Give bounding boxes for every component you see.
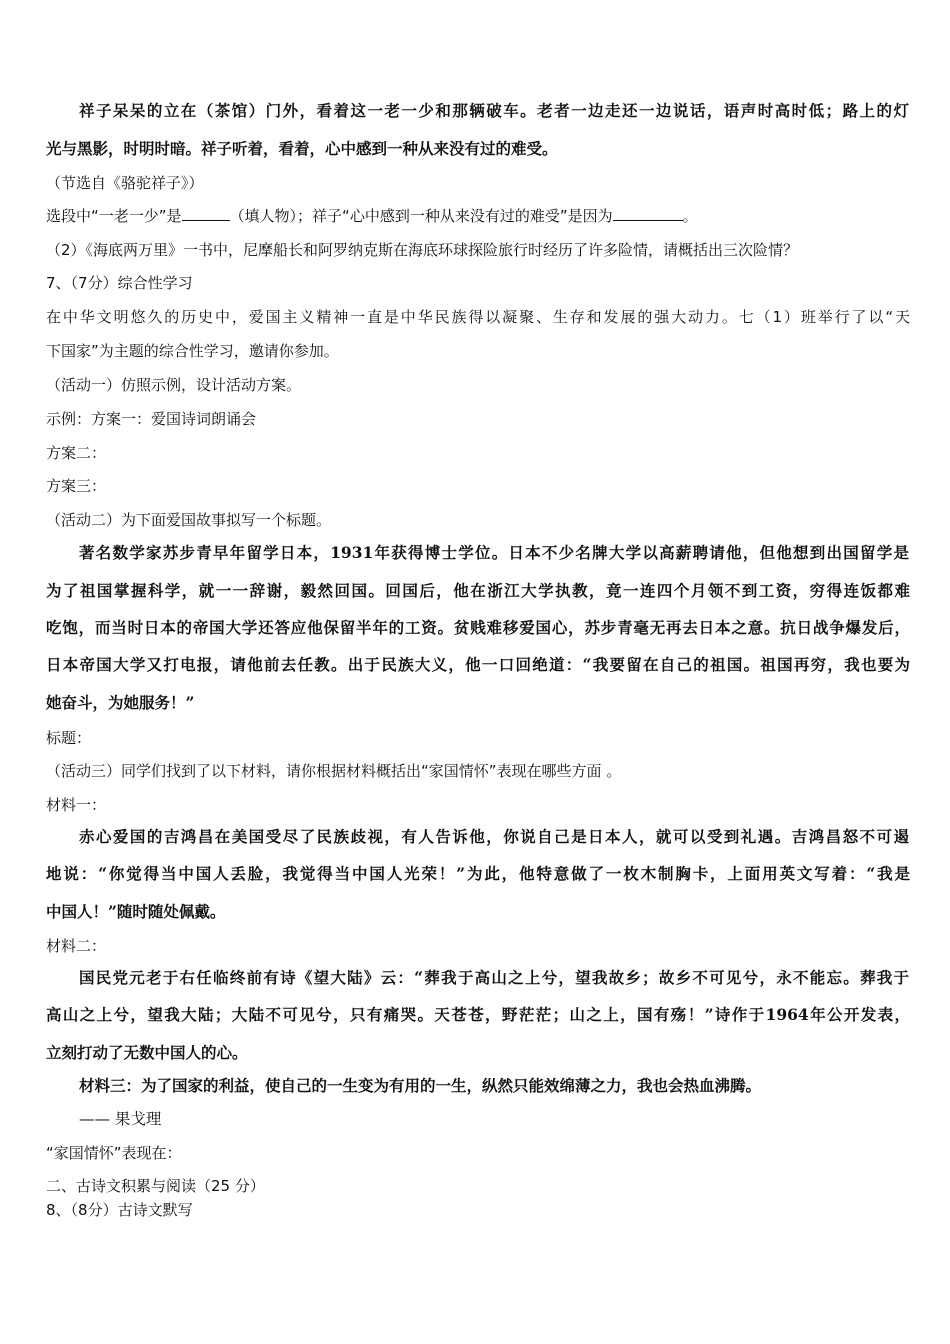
passage-line-1: 祥子呆呆的立在（茶馆）门外，看着这一老一少和那辆破车。老者一边走还一边说话，语声时高时低；路上的灯	[79, 101, 909, 120]
material-1-line-2: 地说：“你觉得当中国人丢脸，我觉得当中国人光荣！”为此，他特意做了一枚木制胸卡，上面用英文写着：“我是	[46, 864, 910, 883]
question-2: （2）《海底两万里》一书中，尼摩船长和阿罗纳克斯在海底环球探险旅行时经历了许多险情，请概括出三次险情？	[46, 241, 799, 259]
story-line-3: 吃饱，而当时日本的帝国大学还答应他保留半年的工资。贫贱难移爱国心，苏步青毫无再去日本之意。抗日战争爆发后，	[46, 618, 910, 637]
answer-prompt: “家国情怀”表现在：	[46, 1144, 182, 1162]
material-1-line-1: 赤心爱国的吉鸿昌在美国受尽了民族歧视，有人告诉他，你说自己是日本人，就可以受到礼遇。吉鸿昌怒不可遏	[79, 827, 909, 846]
story-line-4: 日本帝国大学又打电报，请他前去任教。出于民族大义，他一口回绝道：“我要留在自己的祖国。祖国再穷，我也要为	[46, 655, 910, 674]
question-text-1: 选段中“一老一少”是	[46, 207, 182, 225]
example-plan: 示例：方案一：爱国诗词朗诵会	[46, 410, 257, 428]
material-2-line-3: 立刻打动了无数中国人的心。	[46, 1043, 248, 1062]
question-text-3: 。	[682, 207, 698, 225]
story-line-1: 著名数学家苏步青早年留学日本，1931年获得博士学位。日本不少名牌大学以高薪聘请他，但他想到出国留学是	[79, 543, 909, 562]
story-line-5: 她奋斗，为她服务！”	[46, 693, 195, 712]
passage-line-2: 光与黑影，时明时暗。祥子听着，看着，心中感到一种从来没有过的难受。	[46, 139, 558, 158]
material-1-label: 材料一：	[46, 796, 107, 814]
section-2-heading: 二、古诗文积累与阅读（25 分）	[46, 1177, 265, 1195]
title-prompt: 标题：	[46, 729, 92, 747]
plan-3: 方案三：	[46, 477, 107, 495]
material-2-line-1: 国民党元老于右任临终前有诗《望大陆》云：“葬我于高山之上兮，望我故乡；故乡不可见兮，永不能忘。葬我于	[79, 968, 909, 987]
material-2-label: 材料二：	[46, 937, 107, 955]
story-line-2: 为了祖国掌握科学，就一一辞谢，毅然回国。回国后，他在浙江大学执教，竟一连四个月领不到工资，穷得连饭都难	[46, 581, 910, 600]
answer-blank-2[interactable]	[613, 206, 683, 221]
activity-2: （活动二）为下面爱国故事拟写一个标题。	[46, 511, 332, 529]
answer-blank-1[interactable]	[182, 206, 230, 221]
question-8-heading: 8、（8分）古诗文默写	[46, 1201, 193, 1219]
question-fill-blank	[46, 205, 910, 227]
activity-1: （活动一）仿照示例，设计活动方案。	[46, 376, 302, 394]
material-1-line-3: 中国人！”随时随处佩戴。	[46, 902, 226, 921]
material-3: 材料三：为了国家的利益，使自己的一生变为有用的一生，纵然只能效绵薄之力，我也会热血沸腾。	[79, 1076, 762, 1095]
material-3-author: —— 果戈理	[79, 1110, 162, 1128]
question-7-heading: 7、（7分）综合性学习	[46, 274, 193, 292]
plan-2: 方案二：	[46, 444, 107, 462]
material-2-line-2: 高山之上兮，望我大陆；大陆不可见兮，只有痛哭。天苍苍，野茫茫；山之上，国有殇！”诗作于1964年公开发表，	[46, 1005, 910, 1024]
question-text-2: （填人物）；祥子“心中感到一种从来没有过的难受”是因为	[229, 207, 613, 225]
activity-3: （活动三）同学们找到了以下材料，请你根据材料概括出“家国情怀”表现在哪些方面 。	[46, 762, 622, 780]
intro-line-1: 在中华文明悠久的历史中，爱国主义精神一直是中华民族得以凝聚、生存和发展的强大动力。七（1）班举行了以“天	[46, 308, 910, 326]
intro-line-2: 下国家”为主题的综合性学习，邀请你参加。	[46, 342, 339, 360]
source-note: （节选自《骆驼祥子》）	[46, 174, 204, 192]
